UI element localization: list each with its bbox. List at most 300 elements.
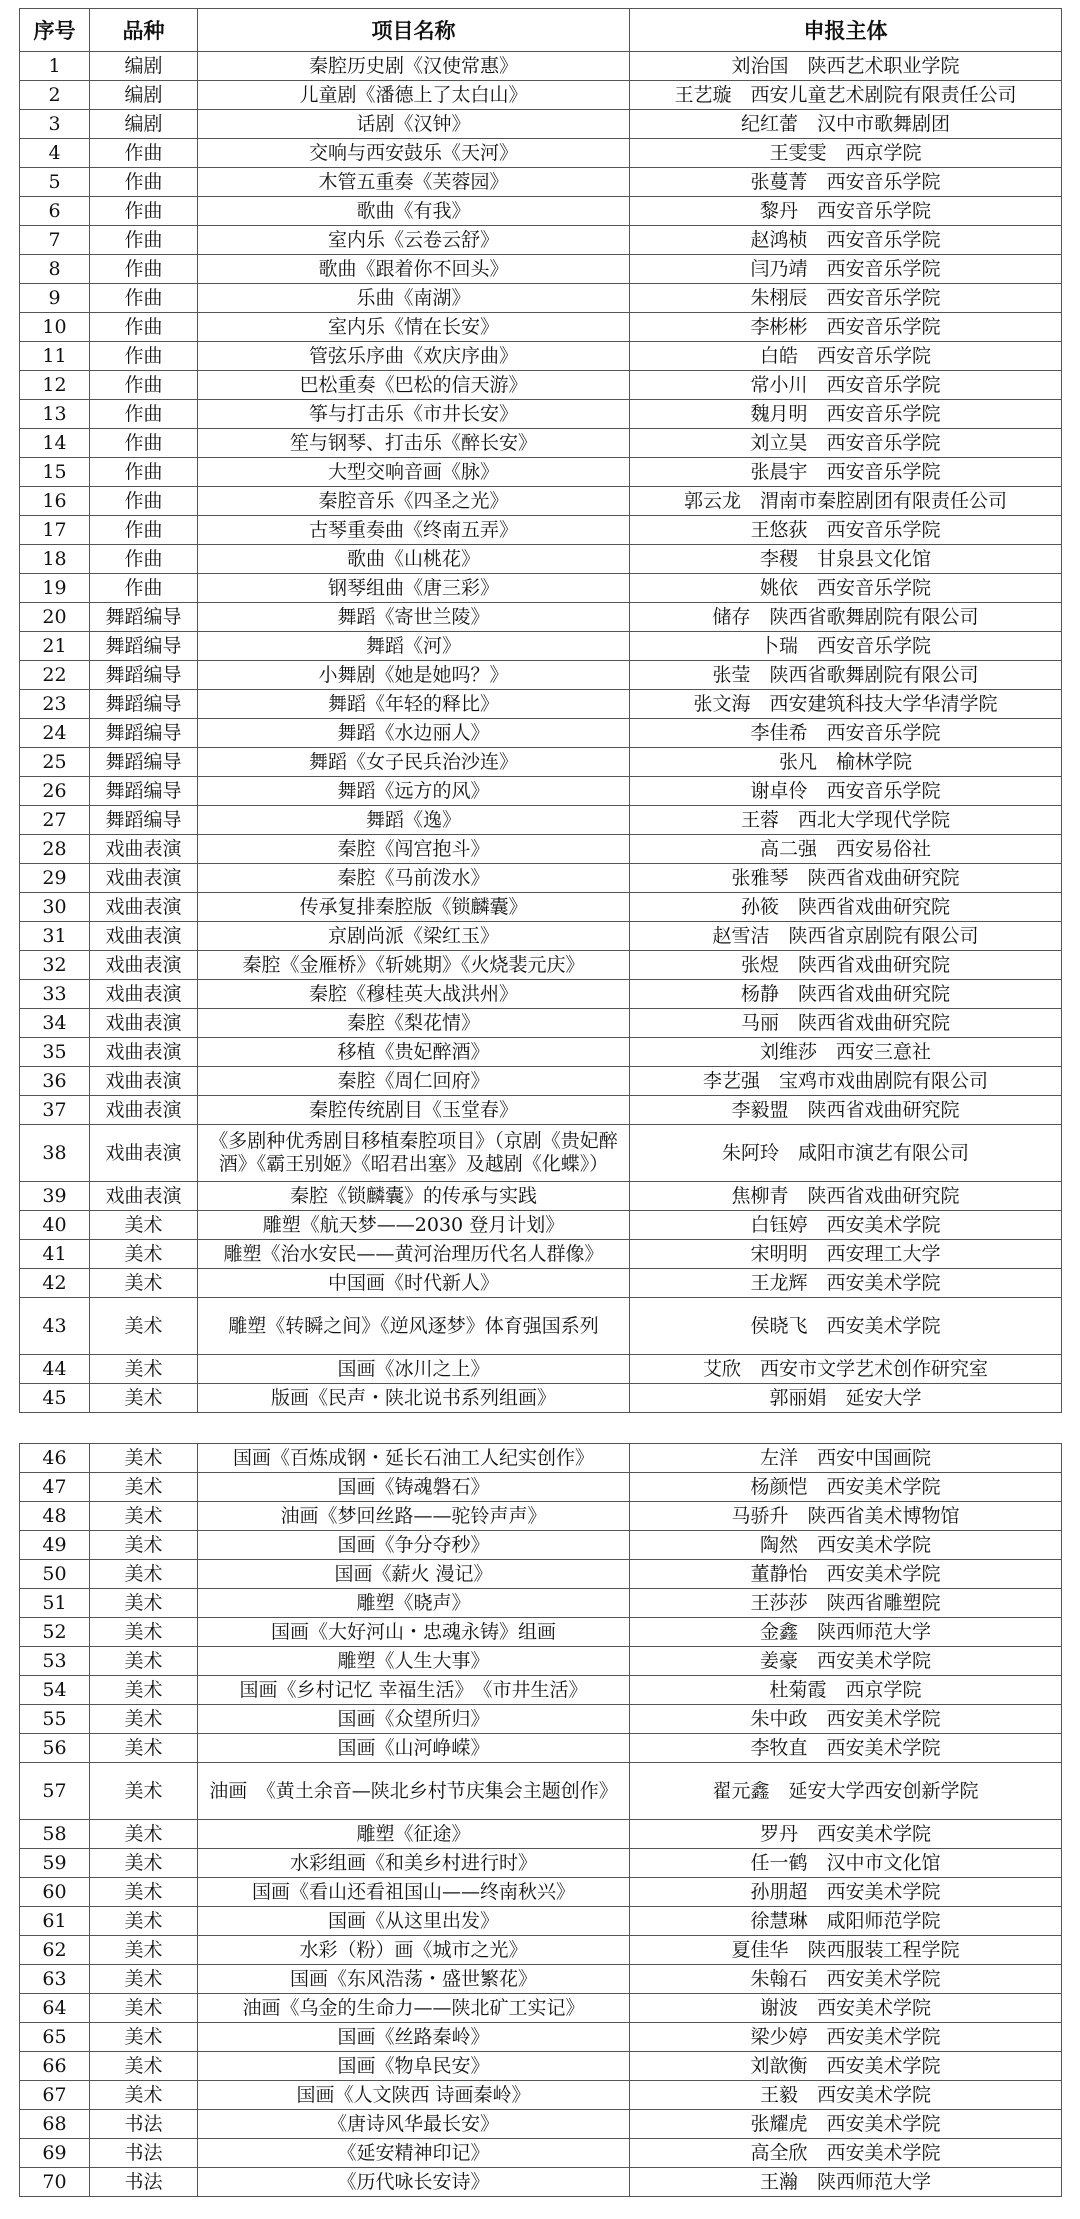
cell-project: 国画《山河峥嵘》 — [198, 1734, 630, 1763]
table-header-row — [20, 9, 1062, 52]
cell-project: 国画《大好河山・忠魂永铸》组画 — [198, 1618, 630, 1647]
cell-project: 雕塑《人生大事》 — [198, 1647, 630, 1676]
cell-category: 舞蹈编导 — [90, 748, 198, 777]
cell-subject: 储存 陕西省歌舞剧院有限公司 — [630, 603, 1062, 632]
cell-no: 33 — [20, 980, 90, 1009]
cell-subject: 陶然 西安美术学院 — [630, 1531, 1062, 1560]
cell-no: 20 — [20, 603, 90, 632]
table-body-1 — [20, 52, 1062, 1413]
table-row — [20, 226, 1062, 255]
table-row — [20, 806, 1062, 835]
table-row — [20, 1269, 1062, 1298]
cell-project: 国画《冰川之上》 — [198, 1355, 630, 1384]
cell-category: 舞蹈编导 — [90, 719, 198, 748]
cell-no: 53 — [20, 1647, 90, 1676]
table-row — [20, 2110, 1062, 2139]
cell-project: 国画《乡村记忆 幸福生活》 《市井生活》 — [198, 1676, 630, 1705]
cell-no: 44 — [20, 1355, 90, 1384]
table-row — [20, 52, 1062, 81]
cell-project: 国画《东风浩荡・盛世繁花》 — [198, 1965, 630, 1994]
cell-subject: 金鑫 陕西师范大学 — [630, 1618, 1062, 1647]
table-row — [20, 690, 1062, 719]
cell-category: 美术 — [90, 1211, 198, 1240]
cell-category: 作曲 — [90, 429, 198, 458]
cell-category: 戏曲表演 — [90, 1009, 198, 1038]
cell-subject: 白皓 西安音乐学院 — [630, 342, 1062, 371]
cell-no: 14 — [20, 429, 90, 458]
cell-subject: 闫乃靖 西安音乐学院 — [630, 255, 1062, 284]
cell-category: 作曲 — [90, 226, 198, 255]
table-row — [20, 429, 1062, 458]
table-row — [20, 458, 1062, 487]
table-row — [20, 81, 1062, 110]
cell-no: 43 — [20, 1298, 90, 1355]
cell-category: 美术 — [90, 1560, 198, 1589]
cell-category: 编剧 — [90, 81, 198, 110]
cell-category: 戏曲表演 — [90, 922, 198, 951]
header-subject: 申报主体 — [630, 9, 1062, 52]
table-row — [20, 835, 1062, 864]
cell-subject: 谢波 西安美术学院 — [630, 1994, 1062, 2023]
table-part-2 — [19, 1443, 1061, 2197]
table-row — [20, 1473, 1062, 1502]
table-row — [20, 1907, 1062, 1936]
cell-no: 7 — [20, 226, 90, 255]
cell-subject: 卜瑞 西安音乐学院 — [630, 632, 1062, 661]
cell-category: 作曲 — [90, 197, 198, 226]
cell-project: 舞蹈《河》 — [198, 632, 630, 661]
cell-subject: 郭云龙 渭南市秦腔剧团有限责任公司 — [630, 487, 1062, 516]
table-row — [20, 1009, 1062, 1038]
cell-project: 油画《乌金的生命力——陕北矿工实记》 — [198, 1994, 630, 2023]
cell-project: 舞蹈《女子民兵治沙连》 — [198, 748, 630, 777]
cell-category: 舞蹈编导 — [90, 806, 198, 835]
cell-no: 36 — [20, 1067, 90, 1096]
cell-no: 61 — [20, 1907, 90, 1936]
cell-subject: 张蔓菁 西安音乐学院 — [630, 168, 1062, 197]
cell-project: 秦腔《梨花情》 — [198, 1009, 630, 1038]
cell-subject: 姜豪 西安美术学院 — [630, 1647, 1062, 1676]
cell-category: 美术 — [90, 1240, 198, 1269]
cell-project: 油画 《黄土余音—陕北乡村节庆集会主题创作》 — [198, 1763, 630, 1820]
table-row — [20, 284, 1062, 313]
cell-subject: 李牧直 西安美术学院 — [630, 1734, 1062, 1763]
project-table — [19, 8, 1062, 1413]
cell-subject: 刘治国 陕西艺术职业学院 — [630, 52, 1062, 81]
cell-category: 美术 — [90, 1473, 198, 1502]
cell-subject: 徐慧琳 咸阳师范学院 — [630, 1907, 1062, 1936]
cell-no: 3 — [20, 110, 90, 139]
cell-subject: 常小川 西安音乐学院 — [630, 371, 1062, 400]
cell-category: 美术 — [90, 2081, 198, 2110]
table-row — [20, 980, 1062, 1009]
table-row — [20, 487, 1062, 516]
table-row — [20, 1734, 1062, 1763]
cell-no: 41 — [20, 1240, 90, 1269]
cell-category: 作曲 — [90, 516, 198, 545]
table-row — [20, 2168, 1062, 2197]
cell-category: 美术 — [90, 1355, 198, 1384]
cell-no: 11 — [20, 342, 90, 371]
cell-no: 15 — [20, 458, 90, 487]
cell-no: 64 — [20, 1994, 90, 2023]
cell-category: 戏曲表演 — [90, 980, 198, 1009]
cell-category: 戏曲表演 — [90, 1038, 198, 1067]
cell-project: 乐曲《南湖》 — [198, 284, 630, 313]
cell-category: 编剧 — [90, 110, 198, 139]
cell-category: 美术 — [90, 1384, 198, 1413]
cell-subject: 魏月明 西安音乐学院 — [630, 400, 1062, 429]
cell-category: 美术 — [90, 1849, 198, 1878]
cell-no: 70 — [20, 2168, 90, 2197]
cell-subject: 杨颜恺 西安美术学院 — [630, 1473, 1062, 1502]
cell-no: 10 — [20, 313, 90, 342]
cell-category: 作曲 — [90, 255, 198, 284]
cell-no: 27 — [20, 806, 90, 835]
cell-category: 美术 — [90, 1676, 198, 1705]
cell-category: 戏曲表演 — [90, 835, 198, 864]
cell-subject: 董静怡 西安美术学院 — [630, 1560, 1062, 1589]
cell-no: 49 — [20, 1531, 90, 1560]
cell-no: 12 — [20, 371, 90, 400]
project-table-continued — [19, 1443, 1062, 2197]
cell-no: 50 — [20, 1560, 90, 1589]
table-row — [20, 1096, 1062, 1125]
cell-project: 木管五重奏《芙蓉园》 — [198, 168, 630, 197]
cell-project: 秦腔《马前泼水》 — [198, 864, 630, 893]
cell-subject: 张凡 榆林学院 — [630, 748, 1062, 777]
cell-project: 歌曲《有我》 — [198, 197, 630, 226]
table-row — [20, 1384, 1062, 1413]
cell-category: 作曲 — [90, 139, 198, 168]
table-row — [20, 922, 1062, 951]
cell-category: 书法 — [90, 2168, 198, 2197]
cell-category: 美术 — [90, 1907, 198, 1936]
cell-project: 秦腔《锁麟囊》的传承与实践 — [198, 1182, 630, 1211]
cell-category: 作曲 — [90, 371, 198, 400]
cell-project: 国画《争分夺秒》 — [198, 1531, 630, 1560]
cell-category: 美术 — [90, 1705, 198, 1734]
cell-project: 油画《梦回丝路——驼铃声声》 — [198, 1502, 630, 1531]
cell-category: 作曲 — [90, 458, 198, 487]
cell-project: 秦腔传统剧目《玉堂春》 — [198, 1096, 630, 1125]
cell-subject: 孙筱 陕西省戏曲研究院 — [630, 893, 1062, 922]
table-row — [20, 1182, 1062, 1211]
cell-subject: 侯晓飞 西安美术学院 — [630, 1298, 1062, 1355]
cell-project: 雕塑《晓声》 — [198, 1589, 630, 1618]
table-row — [20, 1676, 1062, 1705]
table-row — [20, 313, 1062, 342]
cell-project: 《唐诗风华最长安》 — [198, 2110, 630, 2139]
cell-subject: 张耀虎 西安美术学院 — [630, 2110, 1062, 2139]
table-row — [20, 1618, 1062, 1647]
cell-category: 美术 — [90, 1502, 198, 1531]
cell-project: 歌曲《山桃花》 — [198, 545, 630, 574]
cell-project: 国画《百炼成钢・延长石油工人纪实创作》 — [198, 1444, 630, 1473]
cell-project: 话剧《汉钟》 — [198, 110, 630, 139]
cell-no: 1 — [20, 52, 90, 81]
cell-subject: 李彬彬 西安音乐学院 — [630, 313, 1062, 342]
cell-subject: 孙朋超 西安美术学院 — [630, 1878, 1062, 1907]
cell-subject: 高全欣 西安美术学院 — [630, 2139, 1062, 2168]
cell-subject: 马丽 陕西省戏曲研究院 — [630, 1009, 1062, 1038]
cell-project: 《延安精神印记》 — [198, 2139, 630, 2168]
cell-category: 美术 — [90, 1618, 198, 1647]
cell-category: 编剧 — [90, 52, 198, 81]
cell-subject: 翟元鑫 延安大学西安创新学院 — [630, 1763, 1062, 1820]
cell-no: 23 — [20, 690, 90, 719]
table-row — [20, 342, 1062, 371]
table-part-1 — [19, 8, 1061, 1413]
table-row — [20, 1589, 1062, 1618]
cell-project: 舞蹈《寄世兰陵》 — [198, 603, 630, 632]
header-project: 项目名称 — [198, 9, 630, 52]
cell-no: 68 — [20, 2110, 90, 2139]
cell-project: 《历代咏长安诗》 — [198, 2168, 630, 2197]
cell-category: 戏曲表演 — [90, 864, 198, 893]
cell-subject: 朱栩辰 西安音乐学院 — [630, 284, 1062, 313]
table-row — [20, 1820, 1062, 1849]
table-row — [20, 1444, 1062, 1473]
table-row — [20, 1240, 1062, 1269]
table-row — [20, 2023, 1062, 2052]
cell-project: 国画《薪火 漫记》 — [198, 1560, 630, 1589]
cell-category: 戏曲表演 — [90, 893, 198, 922]
cell-category: 美术 — [90, 1936, 198, 1965]
header-category: 品种 — [90, 9, 198, 52]
cell-subject: 王毅 西安美术学院 — [630, 2081, 1062, 2110]
cell-category: 美术 — [90, 1531, 198, 1560]
cell-no: 38 — [20, 1125, 90, 1182]
cell-project: 移植《贵妃醉酒》 — [198, 1038, 630, 1067]
cell-subject: 张煜 陕西省戏曲研究院 — [630, 951, 1062, 980]
cell-subject: 张晨宇 西安音乐学院 — [630, 458, 1062, 487]
cell-subject: 白钰婷 西安美术学院 — [630, 1211, 1062, 1240]
cell-category: 戏曲表演 — [90, 1096, 198, 1125]
cell-category: 舞蹈编导 — [90, 777, 198, 806]
table-row — [20, 574, 1062, 603]
table-row — [20, 1994, 1062, 2023]
table-row — [20, 1502, 1062, 1531]
cell-subject: 宋明明 西安理工大学 — [630, 1240, 1062, 1269]
cell-no: 59 — [20, 1849, 90, 1878]
cell-no: 39 — [20, 1182, 90, 1211]
table-row — [20, 197, 1062, 226]
cell-no: 37 — [20, 1096, 90, 1125]
cell-no: 45 — [20, 1384, 90, 1413]
table-row — [20, 1849, 1062, 1878]
cell-subject: 马骄升 陕西省美术博物馆 — [630, 1502, 1062, 1531]
cell-project: 中国画《时代新人》 — [198, 1269, 630, 1298]
cell-no: 62 — [20, 1936, 90, 1965]
cell-subject: 左洋 西安中国画院 — [630, 1444, 1062, 1473]
cell-project: 京剧尚派《梁红玉》 — [198, 922, 630, 951]
cell-category: 美术 — [90, 1589, 198, 1618]
table-row — [20, 632, 1062, 661]
cell-project: 巴松重奏《巴松的信天游》 — [198, 371, 630, 400]
cell-category: 美术 — [90, 1647, 198, 1676]
table-row — [20, 371, 1062, 400]
cell-project: 国画《看山还看祖国山——终南秋兴》 — [198, 1878, 630, 1907]
cell-no: 51 — [20, 1589, 90, 1618]
cell-subject: 王艺璇 西安儿童艺术剧院有限责任公司 — [630, 81, 1062, 110]
cell-no: 66 — [20, 2052, 90, 2081]
cell-subject: 王悠荻 西安音乐学院 — [630, 516, 1062, 545]
cell-subject: 姚依 西安音乐学院 — [630, 574, 1062, 603]
cell-subject: 郭丽娟 延安大学 — [630, 1384, 1062, 1413]
cell-subject: 赵雪洁 陕西省京剧院有限公司 — [630, 922, 1062, 951]
cell-category: 美术 — [90, 1444, 198, 1473]
cell-project: 室内乐《情在长安》 — [198, 313, 630, 342]
cell-project: 交响与西安鼓乐《天河》 — [198, 139, 630, 168]
cell-project: 筝与打击乐《市井长安》 — [198, 400, 630, 429]
cell-category: 作曲 — [90, 284, 198, 313]
cell-subject: 朱阿玲 咸阳市演艺有限公司 — [630, 1125, 1062, 1182]
cell-no: 28 — [20, 835, 90, 864]
cell-category: 美术 — [90, 2023, 198, 2052]
table-row — [20, 1211, 1062, 1240]
cell-category: 作曲 — [90, 545, 198, 574]
table-row — [20, 2052, 1062, 2081]
cell-subject: 杜菊霞 西京学院 — [630, 1676, 1062, 1705]
cell-no: 16 — [20, 487, 90, 516]
cell-subject: 李艺强 宝鸡市戏曲剧院有限公司 — [630, 1067, 1062, 1096]
cell-no: 55 — [20, 1705, 90, 1734]
table-row — [20, 1647, 1062, 1676]
cell-subject: 罗丹 西安美术学院 — [630, 1820, 1062, 1849]
cell-project: 儿童剧《潘德上了太白山》 — [198, 81, 630, 110]
table-row — [20, 719, 1062, 748]
cell-category: 作曲 — [90, 168, 198, 197]
cell-category: 作曲 — [90, 313, 198, 342]
table-row — [20, 516, 1062, 545]
table-row — [20, 1936, 1062, 1965]
cell-no: 57 — [20, 1763, 90, 1820]
cell-subject: 李佳希 西安音乐学院 — [630, 719, 1062, 748]
cell-no: 42 — [20, 1269, 90, 1298]
cell-subject: 张文海 西安建筑科技大学华清学院 — [630, 690, 1062, 719]
cell-project: 国画《从这里出发》 — [198, 1907, 630, 1936]
cell-no: 35 — [20, 1038, 90, 1067]
cell-category: 戏曲表演 — [90, 1125, 198, 1182]
cell-project: 室内乐《云卷云舒》 — [198, 226, 630, 255]
cell-no: 17 — [20, 516, 90, 545]
cell-subject: 王雯雯 西京学院 — [630, 139, 1062, 168]
cell-project: 国画《众望所归》 — [198, 1705, 630, 1734]
cell-subject: 任一鹤 汉中市文化馆 — [630, 1849, 1062, 1878]
cell-project: 雕塑《航天梦——2030 登月计划》 — [198, 1211, 630, 1240]
cell-project: 国画《物阜民安》 — [198, 2052, 630, 2081]
table-row — [20, 168, 1062, 197]
cell-subject: 张莹 陕西省歌舞剧院有限公司 — [630, 661, 1062, 690]
cell-no: 34 — [20, 1009, 90, 1038]
cell-no: 32 — [20, 951, 90, 980]
table-row — [20, 951, 1062, 980]
cell-project: 雕塑《征途》 — [198, 1820, 630, 1849]
table-row — [20, 2081, 1062, 2110]
cell-project: 古琴重奏曲《终南五弄》 — [198, 516, 630, 545]
cell-category: 美术 — [90, 1994, 198, 2023]
table-row — [20, 1878, 1062, 1907]
cell-no: 46 — [20, 1444, 90, 1473]
cell-subject: 朱翰石 西安美术学院 — [630, 1965, 1062, 1994]
cell-no: 8 — [20, 255, 90, 284]
cell-subject: 张雅琴 陕西省戏曲研究院 — [630, 864, 1062, 893]
table-row — [20, 1965, 1062, 1994]
cell-subject: 杨静 陕西省戏曲研究院 — [630, 980, 1062, 1009]
cell-subject: 焦柳青 陕西省戏曲研究院 — [630, 1182, 1062, 1211]
cell-no: 56 — [20, 1734, 90, 1763]
table-row — [20, 864, 1062, 893]
table-row — [20, 110, 1062, 139]
cell-subject: 黎丹 西安音乐学院 — [630, 197, 1062, 226]
cell-category: 作曲 — [90, 487, 198, 516]
cell-category: 戏曲表演 — [90, 1067, 198, 1096]
cell-no: 29 — [20, 864, 90, 893]
cell-category: 书法 — [90, 2139, 198, 2168]
cell-category: 美术 — [90, 1820, 198, 1849]
cell-no: 63 — [20, 1965, 90, 1994]
cell-no: 5 — [20, 168, 90, 197]
cell-category: 戏曲表演 — [90, 1182, 198, 1211]
cell-category: 美术 — [90, 2052, 198, 2081]
cell-project: 歌曲《跟着你不回头》 — [198, 255, 630, 284]
cell-project: 国画《铸魂磐石》 — [198, 1473, 630, 1502]
cell-subject: 谢卓伶 西安音乐学院 — [630, 777, 1062, 806]
table-body-2 — [20, 1444, 1062, 2197]
cell-project: 秦腔《周仁回府》 — [198, 1067, 630, 1096]
cell-no: 47 — [20, 1473, 90, 1502]
table-row — [20, 255, 1062, 284]
cell-subject: 王莎莎 陕西省雕塑院 — [630, 1589, 1062, 1618]
cell-project: 舞蹈《年轻的释比》 — [198, 690, 630, 719]
cell-category: 美术 — [90, 1965, 198, 1994]
cell-no: 58 — [20, 1820, 90, 1849]
cell-no: 60 — [20, 1878, 90, 1907]
cell-category: 书法 — [90, 2110, 198, 2139]
cell-subject: 朱中政 西安美术学院 — [630, 1705, 1062, 1734]
cell-no: 30 — [20, 893, 90, 922]
cell-no: 13 — [20, 400, 90, 429]
cell-no: 31 — [20, 922, 90, 951]
cell-project: 笙与钢琴、打击乐《醉长安》 — [198, 429, 630, 458]
table-row — [20, 2139, 1062, 2168]
cell-no: 67 — [20, 2081, 90, 2110]
cell-project: 秦腔《闯宫抱斗》 — [198, 835, 630, 864]
cell-project: 舞蹈《水边丽人》 — [198, 719, 630, 748]
cell-project: 雕塑《治水安民——黄河治理历代名人群像》 — [198, 1240, 630, 1269]
cell-category: 舞蹈编导 — [90, 661, 198, 690]
cell-subject: 王蓉 西北大学现代学院 — [630, 806, 1062, 835]
cell-no: 21 — [20, 632, 90, 661]
cell-no: 2 — [20, 81, 90, 110]
cell-no: 22 — [20, 661, 90, 690]
table-row — [20, 1763, 1062, 1820]
cell-category: 作曲 — [90, 342, 198, 371]
cell-subject: 梁少婷 西安美术学院 — [630, 2023, 1062, 2052]
cell-project: 水彩（粉）画《城市之光》 — [198, 1936, 630, 1965]
cell-subject: 夏佳华 陕西服装工程学院 — [630, 1936, 1062, 1965]
cell-project: 秦腔历史剧《汉使常惠》 — [198, 52, 630, 81]
cell-no: 40 — [20, 1211, 90, 1240]
table-row — [20, 777, 1062, 806]
table-row — [20, 1067, 1062, 1096]
cell-project: 版画《民声・陕北说书系列组画》 — [198, 1384, 630, 1413]
cell-subject: 刘立昊 西安音乐学院 — [630, 429, 1062, 458]
cell-project: 舞蹈《逸》 — [198, 806, 630, 835]
cell-project: 国画《丝路秦岭》 — [198, 2023, 630, 2052]
table-row — [20, 748, 1062, 777]
